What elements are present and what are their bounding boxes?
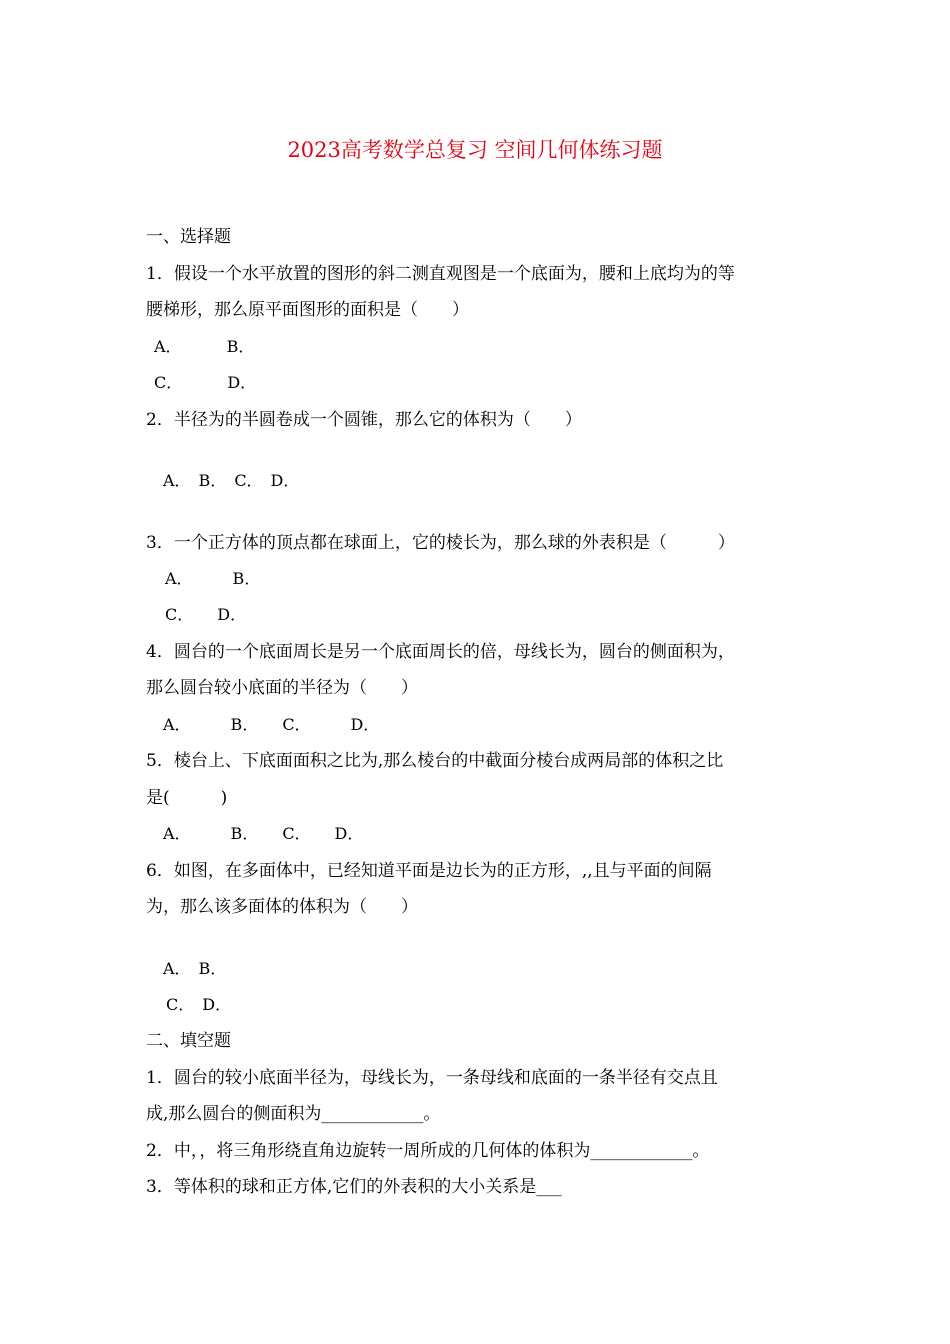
question-6-options-2: C． D． — [166, 995, 232, 1014]
section-heading-choice: 一、选择题 — [146, 227, 231, 247]
question-1-line-1: 1．假设一个水平放置的图形的斜二测直观图是一个底面为，腰和上底均为的等 — [146, 264, 735, 284]
question-1-options-2: C． D． — [154, 373, 257, 392]
section-heading-fill: 二、填空题 — [146, 1031, 231, 1051]
question-4-line-1: 4．圆台的一个底面周长是另一个底面周长的倍，母线长为，圆台的侧面积为， — [146, 642, 735, 662]
fill-3-line-1: 3．等体积的球和正方体,它们的外表积的大小关系是___ — [146, 1177, 562, 1197]
question-1-options-1: A． B． — [154, 337, 255, 356]
question-3-options-1: A． B． — [165, 569, 261, 588]
fill-1-line-2: 成,那么圆台的侧面积为____________。 — [146, 1104, 441, 1124]
question-6-line-1: 6．如图，在多面体中，已经知道平面是边长为的正方形，,,且与平面的间隔 — [146, 861, 712, 881]
question-6-options-1: A． B． — [163, 959, 227, 978]
question-6-line-2: 为，那么该多面体的体积为（ ） — [146, 897, 418, 917]
question-4-line-2: 那么圆台较小底面的半径为（ ） — [146, 678, 418, 698]
question-1-line-2: 腰梯形，那么原平面图形的面积是（ ） — [146, 300, 469, 320]
question-2-options: A． B． C． D． — [163, 471, 300, 490]
question-5-line-1: 5．棱台上、下底面面积之比为,那么棱台的中截面分棱台成两局部的体积之比 — [146, 751, 724, 771]
question-3-line-1: 3．一个正方体的顶点都在球面上，它的棱长为，那么球的外表积是（ ） — [146, 533, 735, 553]
question-4-options: A． B． C． D． — [163, 715, 380, 734]
fill-2-line-1: 2．中，，将三角形绕直角边旋转一周所成的几何体的体积为____________。 — [146, 1141, 710, 1161]
question-3-options-2: C． D． — [165, 605, 247, 624]
question-5-options: A． B． C． D． — [163, 824, 364, 843]
fill-1-line-1: 1．圆台的较小底面半径为，母线长为，一条母线和底面的一条半径有交点且 — [146, 1068, 718, 1088]
question-5-line-2: 是( ) — [146, 788, 228, 808]
page-title: 2023高考数学总复习 空间几何体练习题 — [287, 138, 663, 162]
question-2-line-1: 2．半径为的半圆卷成一个圆锥，那么它的体积为（ ） — [146, 410, 582, 430]
